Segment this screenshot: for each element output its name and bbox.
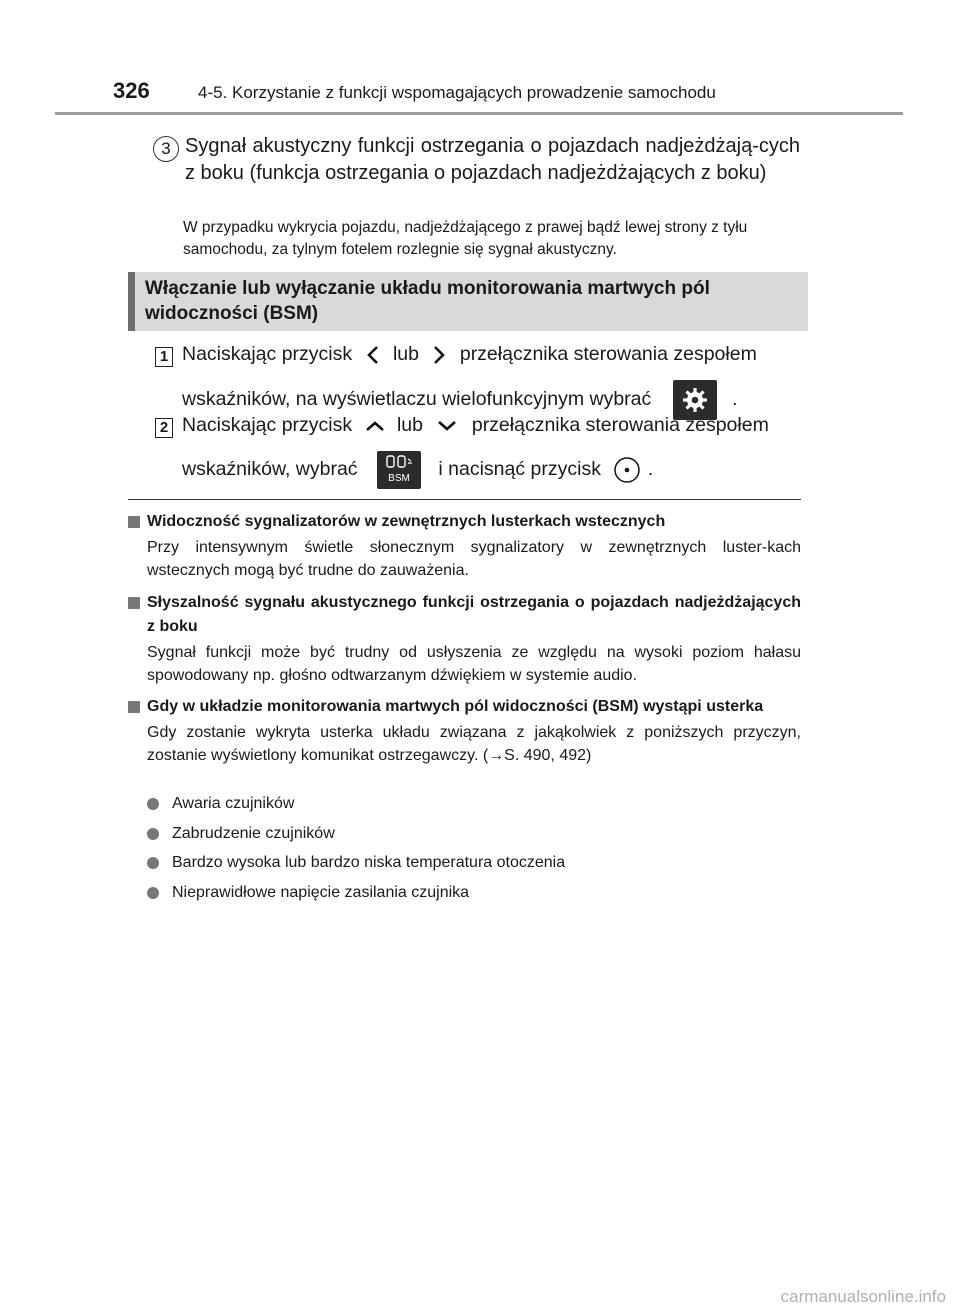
step-text: przełącznika sterowania zespołem: [459, 343, 757, 365]
list-item: Nieprawidłowe napięcie zasilania czujnika: [147, 882, 565, 912]
chapter-title: 4-5. Korzystanie z funkcji wspomagających prowadzenie samochodu: [198, 83, 716, 102]
step-text: lub: [392, 343, 419, 365]
step-text: .: [732, 388, 738, 411]
list-item: Bardzo wysoka lub bardzo niska temperatura otoczenia: [147, 852, 565, 882]
note-3: [128, 695, 801, 767]
step-number: 2: [155, 418, 173, 438]
step-text: lub: [396, 414, 423, 436]
chevron-left-icon: [358, 344, 388, 366]
square-bullet-icon: [128, 701, 140, 713]
note-heading-text: Widoczność sygnalizatorów w zewnętrznych lusterkach wstecznych: [147, 513, 666, 530]
list-item: Awaria czujników: [147, 793, 565, 823]
section-heading-box: [128, 272, 808, 331]
page-header: [55, 80, 903, 115]
round-bullet-icon: [147, 887, 159, 899]
item-3-description: W przypadku wykrycia pojazdu, nadjeżdżającego z prawej bądź lewej strony z tyłu samochodu, za tylnym fotelem rozlegnie się sygnał akustyczny.: [183, 219, 748, 258]
chevron-right-icon: [424, 344, 454, 366]
step-1-line-1: [182, 343, 757, 366]
section-title: Włączanie lub wyłączanie układu monitorowania martwych pól widoczności (BSM): [145, 278, 710, 324]
step-text: Naciskając przycisk: [182, 343, 353, 365]
note-body: Gdy zostanie wykryta usterka układu związana z jakąkolwiek z poniższych przyczyn, zostanie wyświetlony komunikat ostrzegawczy. (→S. 490, 492): [147, 724, 801, 764]
note-heading-text: Gdy w układzie monitorowania martwych pól widoczności (BSM) wystąpi usterka: [147, 698, 764, 715]
item-3-title: Sygnał akustyczny funkcji ostrzegania o pojazdach nadjeżdżają-cych z boku (funkcja ostrzegania o pojazdach nadjeżdżających z boku): [185, 135, 800, 184]
note-body: Sygnał funkcji może być trudny od usłyszenia ze względu na wysoki poziom hałasu spowodowany np. głośno odtwarzanym dźwiękiem w systemie audio.: [147, 644, 801, 684]
chevron-down-icon: [428, 416, 466, 436]
step-text: wskaźników, wybrać: [182, 458, 358, 481]
step-2-line-2: [182, 451, 653, 489]
note-heading: [128, 591, 801, 639]
chevron-up-icon: [358, 416, 392, 436]
section-divider: [128, 499, 801, 500]
step-text: wskaźników, na wyświetlaczu wielofunkcyjnym wybrać: [182, 388, 652, 411]
watermark: carmanualsonline.info: [780, 1287, 946, 1306]
step-text: przełącznika sterowania zespołem: [471, 414, 769, 436]
ok-button-icon: [612, 455, 642, 485]
step-text: i nacisnąć przycisk: [438, 458, 601, 481]
fault-cause-list: [147, 793, 565, 911]
step-text: Naciskając przycisk: [182, 414, 353, 436]
bsm-label: BSM: [388, 473, 410, 484]
page-number: 326: [113, 78, 150, 103]
note-heading: [128, 695, 801, 719]
note-2: [128, 591, 801, 687]
list-item: Zabrudzenie czujników: [147, 823, 565, 853]
step-number: 1: [155, 347, 173, 367]
note-1: [128, 510, 801, 582]
note-body: Przy intensywnym świetle słonecznym sygnalizatory w zewnętrznych luster-kach wstecznych mogą być trudne do zauważenia.: [147, 539, 801, 579]
round-bullet-icon: [147, 857, 159, 869]
step-text: .: [647, 458, 654, 481]
bsm-icon: [377, 451, 421, 489]
round-bullet-icon: [147, 828, 159, 840]
square-bullet-icon: [128, 516, 140, 528]
note-heading-text: Słyszalność sygnału akustycznego funkcji ostrzegania o pojazdach nadjeżdżających z boku: [147, 594, 801, 635]
square-bullet-icon: [128, 597, 140, 609]
note-heading: [128, 510, 801, 534]
round-bullet-icon: [147, 798, 159, 810]
circled-number-3: 3: [153, 136, 179, 162]
step-2-line-1: [182, 414, 769, 437]
